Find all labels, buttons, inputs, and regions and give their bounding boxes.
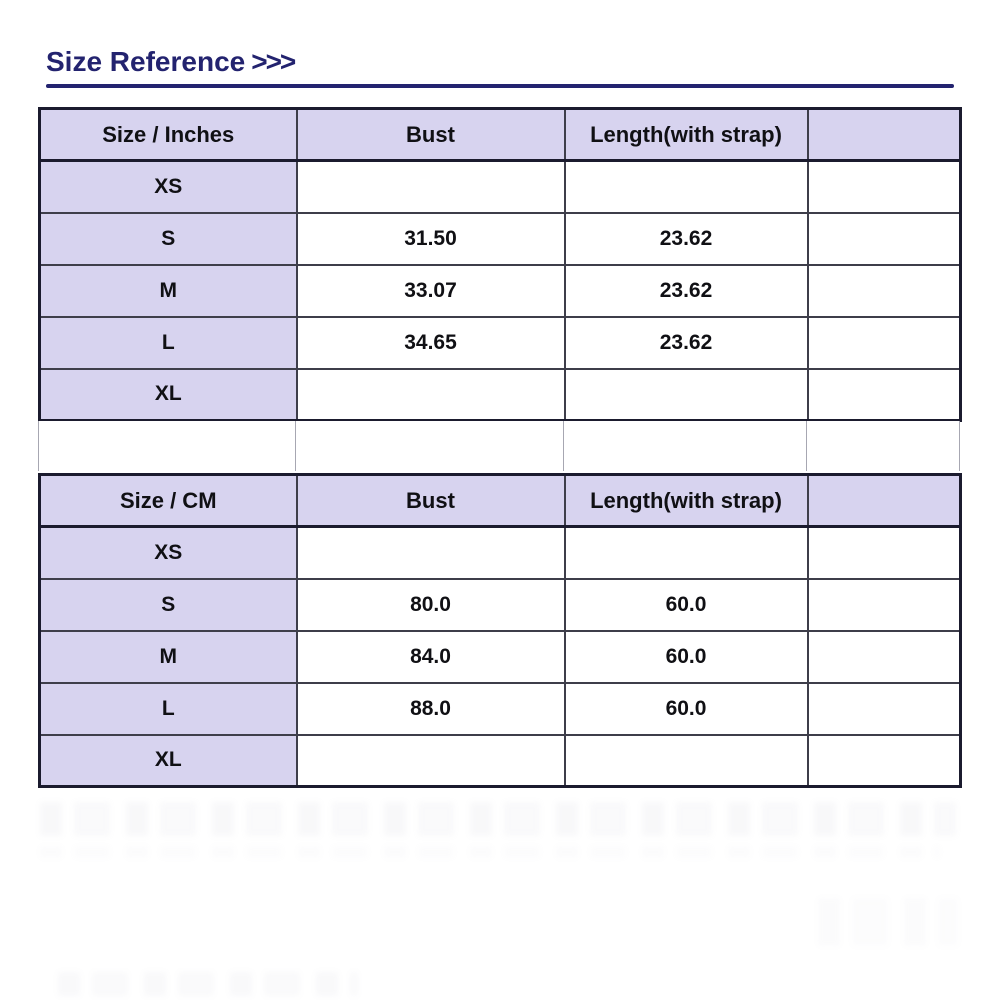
size-cell: M bbox=[40, 265, 297, 317]
faded-text-artifact bbox=[58, 972, 358, 996]
table-row bbox=[40, 161, 961, 213]
size-cell: S bbox=[40, 213, 297, 265]
header-cell-size: Size / Inches bbox=[40, 109, 297, 161]
spacer-cell bbox=[564, 421, 807, 471]
table-row bbox=[40, 579, 961, 631]
bust-cell: 34.65 bbox=[297, 317, 565, 369]
table-row bbox=[40, 265, 961, 317]
length-cell: 60.0 bbox=[565, 631, 808, 683]
table-row bbox=[40, 369, 961, 421]
table-header-row bbox=[40, 475, 961, 527]
header-cell-bust: Bust bbox=[297, 475, 565, 527]
header-cell-blank bbox=[808, 109, 961, 161]
length-cell: 23.62 bbox=[565, 213, 808, 265]
bust-cell: 84.0 bbox=[297, 631, 565, 683]
blank-cell bbox=[808, 683, 961, 735]
length-cell bbox=[565, 161, 808, 213]
table-row bbox=[40, 317, 961, 369]
blank-cell bbox=[808, 631, 961, 683]
spacer-cell bbox=[296, 421, 564, 471]
faded-text-artifact bbox=[40, 802, 956, 836]
length-cell bbox=[565, 527, 808, 579]
blank-cell bbox=[808, 317, 961, 369]
header-cell-length: Length(with strap) bbox=[565, 475, 808, 527]
table-row bbox=[40, 527, 961, 579]
blank-cell bbox=[808, 735, 961, 787]
spacer-cell bbox=[39, 421, 296, 471]
header-cell-blank bbox=[808, 475, 961, 527]
size-cell: L bbox=[40, 683, 297, 735]
page-title-text: Size Reference bbox=[46, 46, 246, 77]
length-cell: 60.0 bbox=[565, 683, 808, 735]
blank-cell bbox=[808, 265, 961, 317]
bust-cell: 80.0 bbox=[297, 579, 565, 631]
blank-cell bbox=[808, 527, 961, 579]
bust-cell bbox=[297, 369, 565, 421]
size-cell: XS bbox=[40, 527, 297, 579]
blank-cell bbox=[808, 579, 961, 631]
bust-cell: 88.0 bbox=[297, 683, 565, 735]
blank-cell bbox=[808, 369, 961, 421]
faded-text-artifact bbox=[818, 898, 958, 946]
size-cell: M bbox=[40, 631, 297, 683]
size-cell: L bbox=[40, 317, 297, 369]
header-cell-length: Length(with strap) bbox=[565, 109, 808, 161]
length-cell bbox=[565, 735, 808, 787]
header-cell-bust: Bust bbox=[297, 109, 565, 161]
size-cell: S bbox=[40, 579, 297, 631]
size-table-inches bbox=[38, 107, 962, 422]
triple-chevron-right-icon: >>> bbox=[251, 46, 295, 77]
table-row bbox=[40, 735, 961, 787]
title-underline bbox=[46, 84, 954, 88]
header-cell-size: Size / CM bbox=[40, 475, 297, 527]
bust-cell: 33.07 bbox=[297, 265, 565, 317]
blank-cell bbox=[808, 161, 961, 213]
table-header-row bbox=[40, 109, 961, 161]
spacer-row-cells bbox=[39, 421, 960, 471]
spacer-row bbox=[38, 421, 960, 471]
table-row bbox=[40, 683, 961, 735]
size-cell: XS bbox=[40, 161, 297, 213]
bust-cell bbox=[297, 527, 565, 579]
faded-text-artifact bbox=[40, 846, 940, 858]
size-cell: XL bbox=[40, 369, 297, 421]
length-cell: 60.0 bbox=[565, 579, 808, 631]
size-cell: XL bbox=[40, 735, 297, 787]
blank-cell bbox=[808, 213, 961, 265]
size-table-cm bbox=[38, 473, 962, 788]
bust-cell: 31.50 bbox=[297, 213, 565, 265]
page-title bbox=[46, 46, 294, 78]
bust-cell bbox=[297, 161, 565, 213]
length-cell bbox=[565, 369, 808, 421]
length-cell: 23.62 bbox=[565, 317, 808, 369]
table-row bbox=[40, 213, 961, 265]
spacer-cell bbox=[807, 421, 960, 471]
table-row bbox=[40, 631, 961, 683]
bust-cell bbox=[297, 735, 565, 787]
length-cell: 23.62 bbox=[565, 265, 808, 317]
